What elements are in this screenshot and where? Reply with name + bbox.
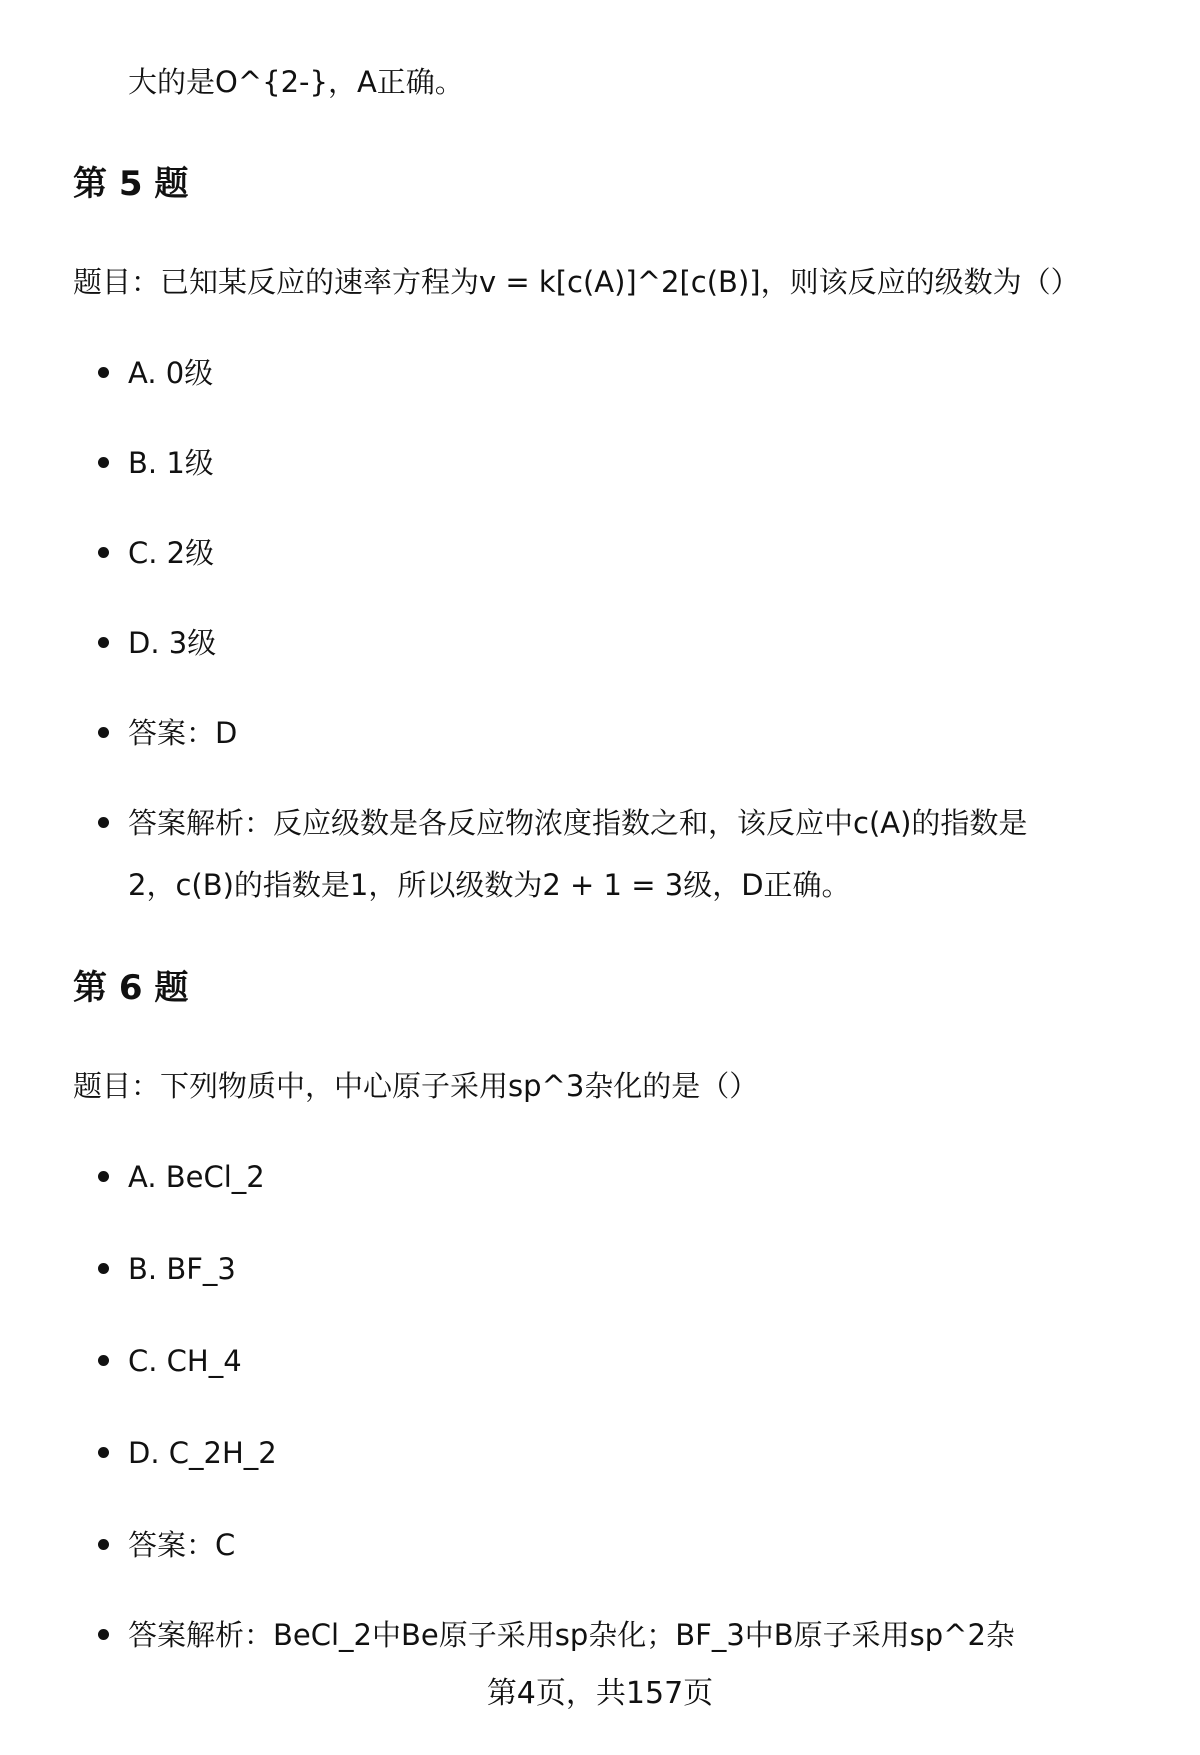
option-text: D. C_2H_2: [128, 1436, 277, 1470]
page-number-footer: 第4页，共157页: [486, 1676, 714, 1711]
answer-text: 答案：D: [128, 716, 238, 750]
bullet-icon: [98, 1171, 109, 1182]
bullet-icon: [98, 1447, 109, 1458]
question-6-option-a: [128, 1146, 1068, 1208]
analysis-text: 答案解析：BeCl_2中Be原子采用sp杂化；BF_3中B原子采用sp^2杂: [128, 1618, 1015, 1652]
option-text: C. 2级: [128, 536, 215, 570]
question-6-heading: 第 6 题: [73, 968, 189, 1008]
analysis-text: 答案解析：反应级数是各反应物浓度指数之和，该反应中c(A)的指数是2，c(B)的指数是1，所以级数为2 + 1 = 3级，D正确。: [128, 806, 1028, 902]
question-5-answer: [128, 702, 1068, 764]
bullet-icon: [98, 637, 109, 648]
option-text: A. 0级: [128, 356, 214, 390]
bullet-icon: [98, 547, 109, 558]
question-5-analysis: [128, 792, 1068, 916]
bullet-icon: [98, 817, 109, 828]
option-text: B. BF_3: [128, 1252, 236, 1286]
bullet-icon: [98, 1629, 109, 1640]
question-6-answer: [128, 1514, 1068, 1576]
question-5-option-d: [128, 612, 1068, 674]
question-6-analysis: [128, 1604, 1068, 1666]
question-5-stem: 题目：已知某反应的速率方程为v = k[c(A)]^2[c(B)]，则该反应的级数为（）: [73, 265, 1080, 299]
bullet-icon: [98, 1355, 109, 1366]
question-6-option-b: [128, 1238, 1068, 1300]
bullet-icon: [98, 727, 109, 738]
previous-analysis-continuation: 大的是O^{2-}，A正确。: [128, 65, 464, 99]
answer-text: 答案：C: [128, 1528, 236, 1562]
option-text: B. 1级: [128, 446, 214, 480]
question-6-option-c: [128, 1330, 1068, 1392]
question-6-stem: 题目：下列物质中，中心原子采用sp^3杂化的是（）: [73, 1069, 759, 1103]
question-6-option-d: [128, 1422, 1068, 1484]
option-text: C. CH_4: [128, 1344, 242, 1378]
question-5-option-a: [128, 342, 1068, 404]
bullet-icon: [98, 1263, 109, 1274]
question-5-heading: 第 5 题: [73, 164, 189, 204]
bullet-icon: [98, 367, 109, 378]
option-text: D. 3级: [128, 626, 217, 660]
option-text: A. BeCl_2: [128, 1160, 265, 1194]
bullet-icon: [98, 457, 109, 468]
question-5-option-b: [128, 432, 1068, 494]
question-5-option-c: [128, 522, 1068, 584]
bullet-icon: [98, 1539, 109, 1550]
